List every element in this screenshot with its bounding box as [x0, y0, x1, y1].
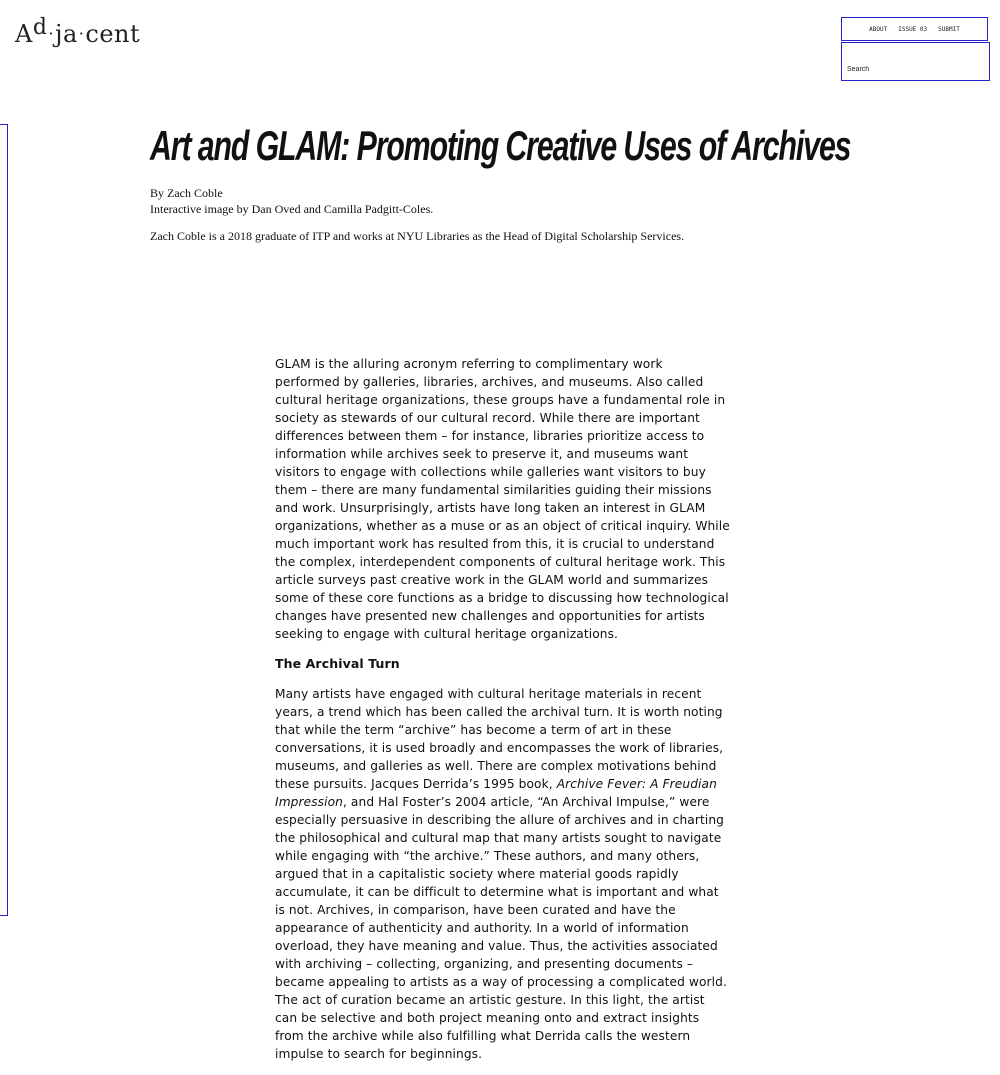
nav-about-link[interactable]: ABOUT [869, 25, 888, 33]
site-logo[interactable] [15, 15, 141, 48]
paragraph-text: , and Hal Foster’s 2004 article, “An Archival Impulse,” were especially persuasive in describing the allure of archives and in charting the philosophical and cultural map that many artists sought to navigate while engaging with “the archive.” These authors, and many others, argued that in a capitalistic society where material goods rapidly accumulate, it can be difficult to determine what is important and what is not. Archives, in comparison, have been curated and have the appearance of authenticity and authority. In a world of information overload, they have meaning and value. Thus, the activities associated with archiving – collecting, organizing, and presenting documents – became appealing to artists as a way of processing a complicated world. The act of curation became an artistic gesture. In this light, the artist can be selective and both project meaning onto and extract insights from the archive while also fulfilling what Derrida calls the western impulse to search for beginnings. [275, 795, 727, 1061]
nav-issue-link[interactable]: ISSUE 03 [898, 25, 928, 33]
nav-submit-link[interactable]: SUBMIT [938, 25, 960, 33]
logo-dot: · [48, 24, 55, 43]
logo-text-ja: ja [55, 20, 78, 48]
paragraph-text: Many artists have engaged with cultural heritage materials in recent years, a trend which has been called the archival turn. It is worth noting that while the term “archive” has become a term of art in these conversations, it is used broadly and encompasses the work of libraries, museums, and galleries as well. There are complex motivations behind these pursuits. Jacques Derrida’s 1995 book, [275, 687, 724, 791]
article-title: Art and GLAM: Promoting Creative Uses of Archives [150, 122, 851, 169]
image-credit: Interactive image by Dan Oved and Camilla Padgitt-Coles. [150, 202, 434, 216]
article-body [275, 355, 730, 1075]
article-paragraph-archival-turn [275, 685, 730, 1063]
logo-dot: · [78, 24, 85, 43]
article-byline: By Zach Coble [150, 186, 223, 200]
logo-text-a: A [15, 20, 33, 48]
search-box [841, 42, 990, 81]
side-panel-tab[interactable] [0, 124, 8, 916]
article-meta [150, 185, 433, 217]
section-heading: The Archival Turn [275, 656, 400, 671]
article-paragraph-intro: GLAM is the alluring acronym referring to complimentary work performed by galleries, libraries, archives, and museums. Also called cultural heritage organizations, these groups have a fundamental role in society as stewards of our cultural record. While there are important differences between them – for instance, libraries prioritize access to information while archives seek to preserve it, and museums want visitors to engage with collections while galleries want visitors to buy them – there are many fundamental similarities guiding their missions and work. Unsurprisingly, artists have long taken an interest in GLAM organizations, whether as a muse or as an object of critical inquiry. While much important work has resulted from this, it is crucial to understand the complex, interdependent components of cultural heritage work. This article surveys past creative work in the GLAM world and summarizes some of these core functions as a bridge to discussing how technological changes have presented new challenges and opportunities for artists seeking to engage with cultural heritage organizations. [275, 357, 730, 641]
top-nav [841, 17, 988, 41]
logo-text-d: d [32, 15, 48, 40]
logo-text-cent: cent [85, 20, 141, 48]
book-title: Archive Fever: A Freudian Impression [275, 777, 717, 809]
author-bio: Zach Coble is a 2018 graduate of ITP and works at NYU Libraries as the Head of Digital Scholarship Services. [150, 229, 685, 243]
search-input[interactable] [847, 63, 977, 75]
